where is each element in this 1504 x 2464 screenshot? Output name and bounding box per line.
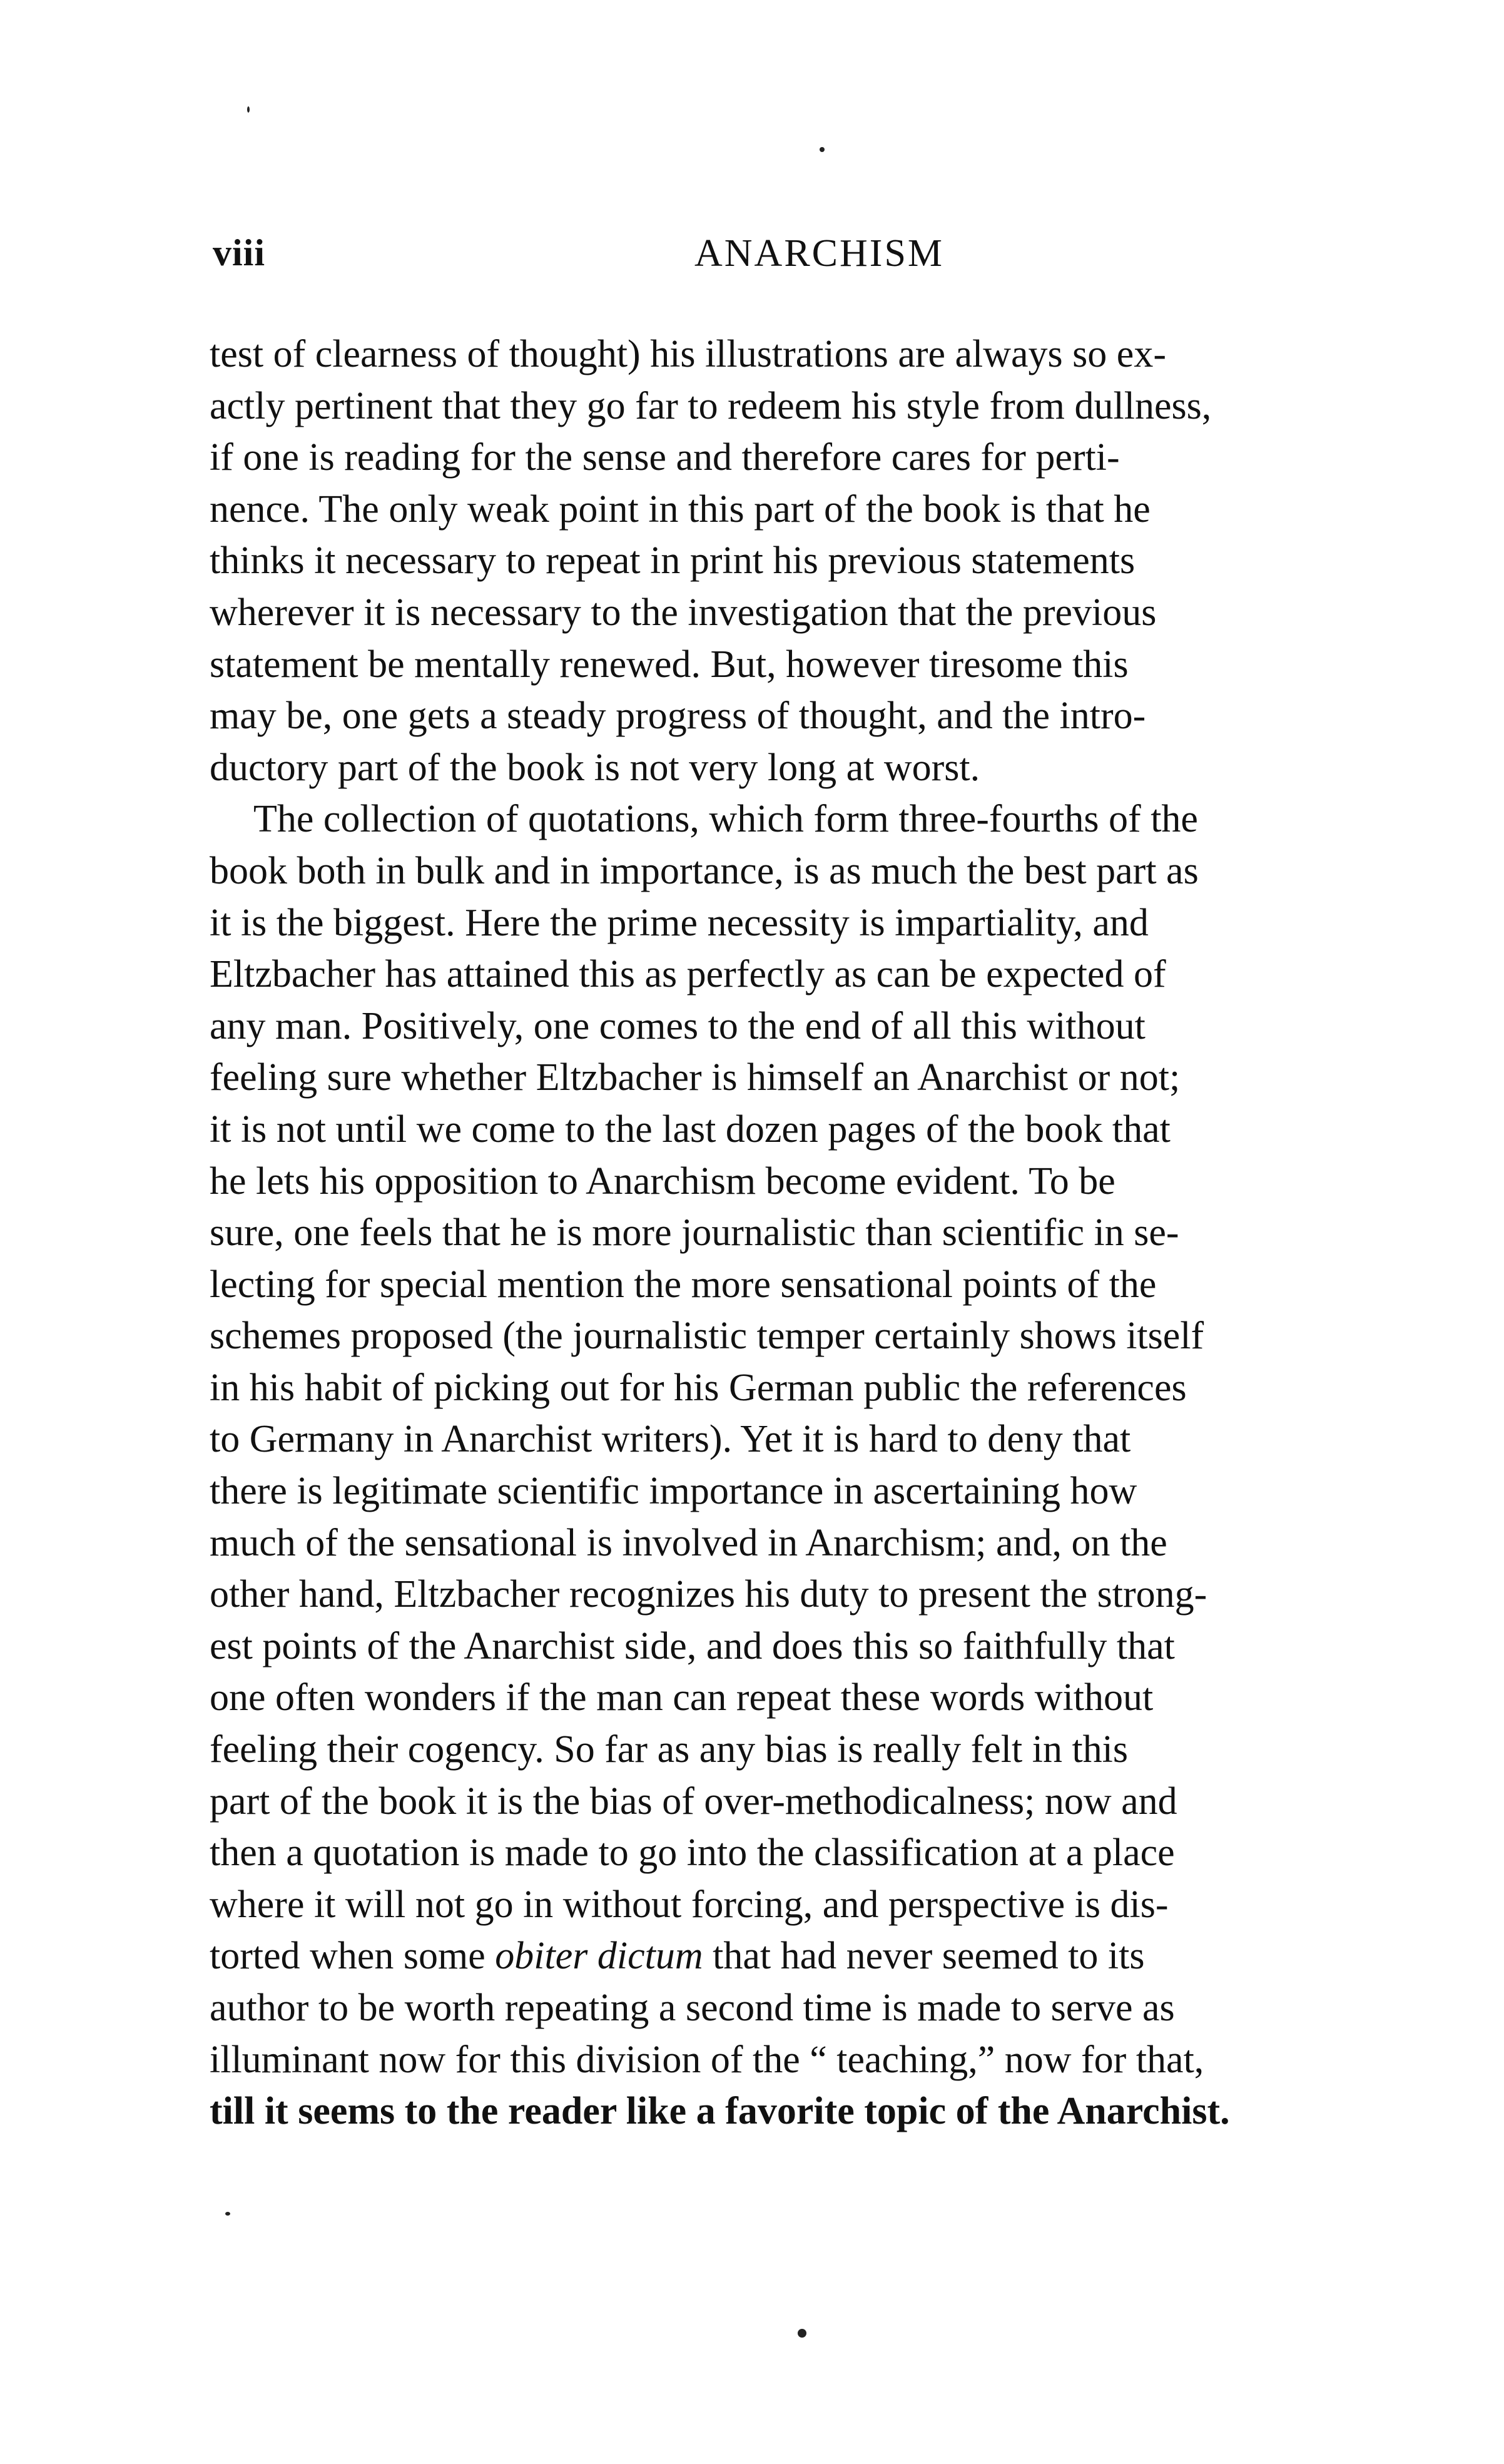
text-line: schemes proposed (the journalistic temper certainly shows itself — [210, 1315, 1204, 1358]
text-line: it is not until we come to the last dozen pages of the book that — [210, 1107, 1171, 1151]
text-line: wherever it is necessary to the investigation that the previous — [210, 591, 1157, 634]
text-line: till it seems to the reader like a favorite topic of the Anarchist. — [210, 2090, 1230, 2133]
text-line: lecting for special mention the more sensational points of the — [210, 1263, 1157, 1306]
page-number: viii — [213, 232, 266, 273]
scan-speck — [820, 147, 825, 152]
text-line: The collection of quotations, which form three-fourths of the — [253, 798, 1198, 841]
text-line: nence. The only weak point in this part of the book is that he — [210, 487, 1151, 531]
text-run: that had never seemed to its — [703, 1935, 1145, 1978]
text-line: illuminant now for this division of the “ teaching,” now for that, — [210, 2038, 1204, 2081]
italic-phrase: obiter dictum — [495, 1935, 703, 1978]
text-line: any man. Positively, one comes to the end of all this without — [210, 1004, 1146, 1047]
body-text — [210, 328, 1448, 2137]
text-run: torted when some — [210, 1935, 495, 1978]
text-line: test of clearness of thought) his illustrations are always so ex- — [210, 333, 1166, 375]
text-line: one often wonders if the man can repeat these words without — [210, 1676, 1154, 1719]
text-line: then a quotation is made to go into the classification at a place — [210, 1831, 1175, 1875]
text-line: thinks it necessary to repeat in print his previous statements — [210, 539, 1136, 583]
text-line: feeling their cogency. So far as any bias is really felt in this — [210, 1728, 1129, 1771]
scan-speck — [225, 2212, 230, 2216]
text-line: book both in bulk and in importance, is as much the best part as — [210, 849, 1199, 892]
text-line: there is legitimate scientific importance in ascertaining how — [210, 1470, 1137, 1513]
text-line: other hand, Eltzbacher recognizes his duty to present the strong- — [210, 1573, 1207, 1616]
text-line: sure, one feels that he is more journalistic than scientific in se- — [210, 1211, 1179, 1255]
running-head — [213, 232, 1270, 288]
text-line: actly pertinent that they go far to redeem his style from dullness, — [210, 384, 1212, 427]
text-line: where it will not go in without forcing, and perspective is dis- — [210, 1883, 1169, 1926]
running-title: ANARCHISM — [694, 232, 945, 275]
text-line: author to be worth repeating a second time is made to serve as — [210, 1987, 1175, 2029]
text-line: to Germany in Anarchist writers). Yet it is hard to deny that — [210, 1418, 1131, 1461]
text-line: statement be mentally renewed. But, however tiresome this — [210, 643, 1129, 686]
text-line: feeling sure whether Eltzbacher is himself an Anarchist or not; — [210, 1056, 1181, 1099]
text-line: Eltzbacher has attained this as perfectly as can be expected of — [210, 953, 1166, 996]
text-line — [210, 1930, 1448, 1982]
text-line: if one is reading for the sense and therefore cares for perti- — [210, 436, 1120, 479]
text-line: part of the book it is the bias of over-methodicalness; now and — [210, 1779, 1177, 1823]
scan-speck — [247, 106, 250, 113]
text-line: ductory part of the book is not very long at worst. — [210, 746, 980, 789]
text-line: est points of the Anarchist side, and does this so faithfully that — [210, 1624, 1175, 1667]
text-line: in his habit of picking out for his German public the references — [210, 1366, 1187, 1409]
text-line: it is the biggest. Here the prime necessity is impartiality, and — [210, 901, 1149, 944]
scan-speck — [798, 2329, 806, 2338]
text-line: much of the sensational is involved in Anarchism; and, on the — [210, 1521, 1167, 1564]
text-line: he lets his opposition to Anarchism become evident. To be — [210, 1159, 1115, 1203]
text-line: may be, one gets a steady progress of thought, and the intro- — [210, 695, 1146, 738]
